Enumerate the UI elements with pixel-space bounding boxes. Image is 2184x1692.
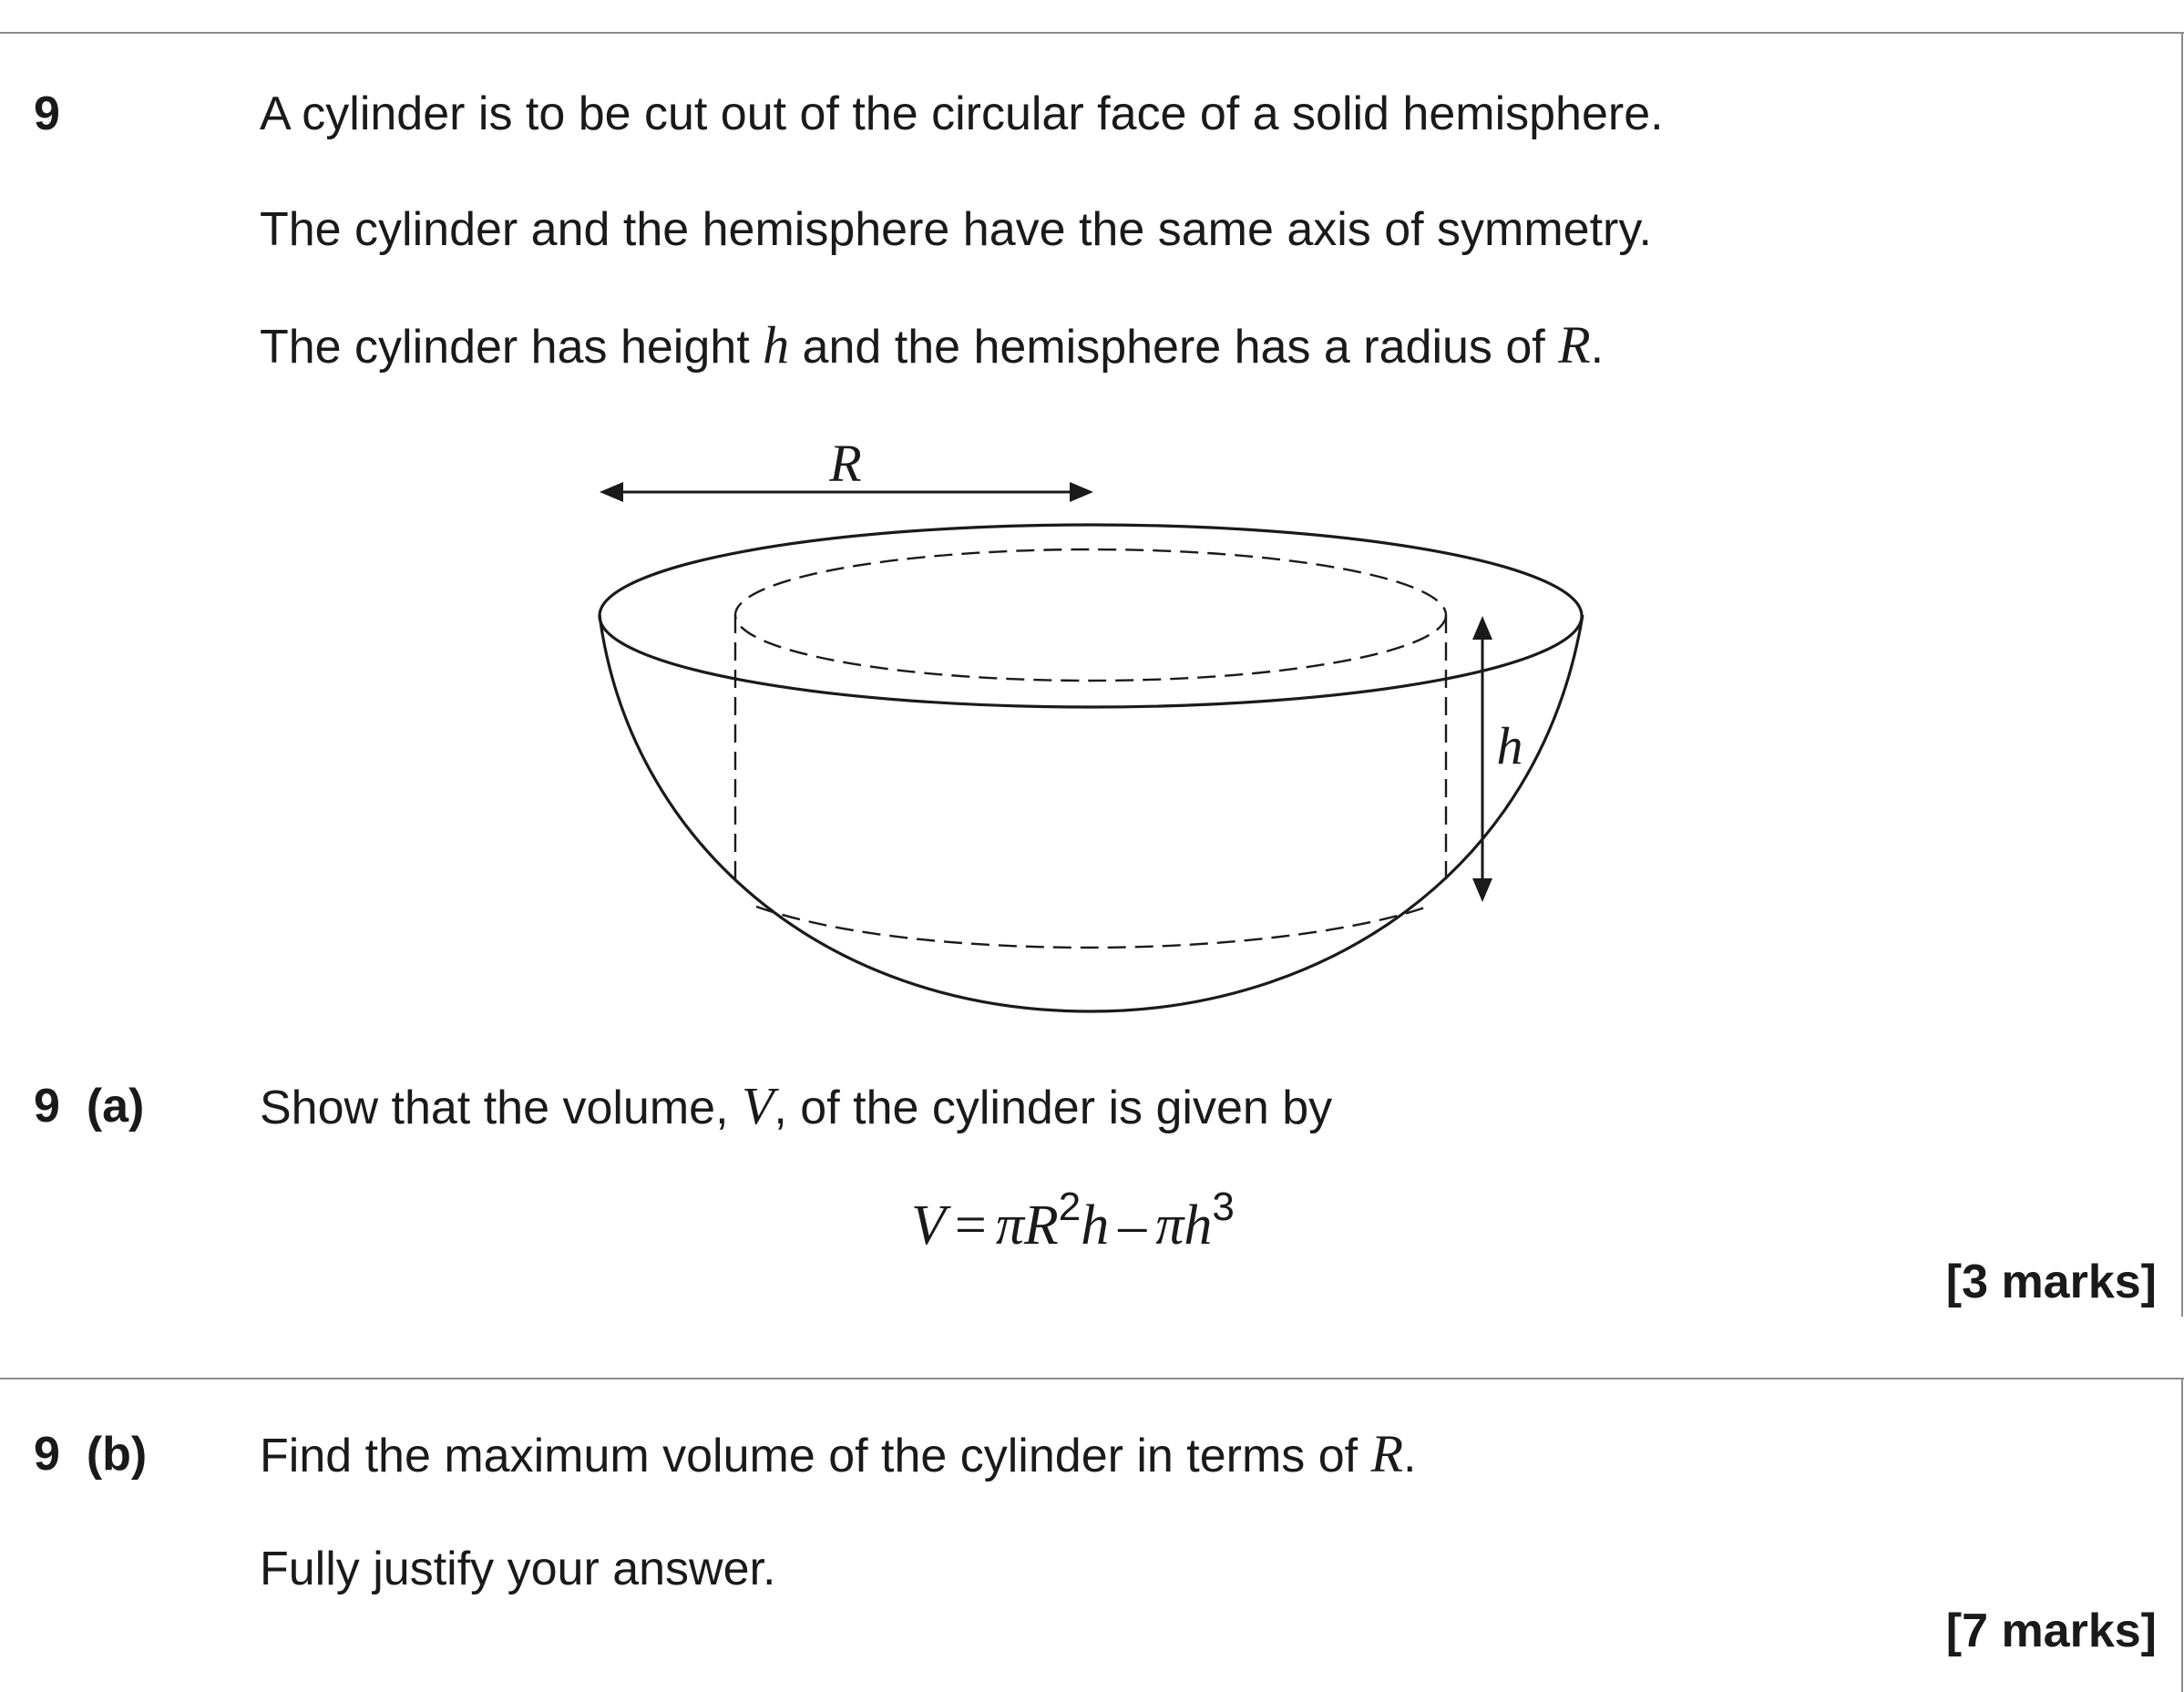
formula-V: V: [911, 1195, 946, 1256]
variable-R-b: R: [1370, 1424, 1403, 1483]
part-a-label: 9 (a): [34, 1080, 145, 1133]
formula-exp2: 3: [1212, 1184, 1235, 1229]
part-b-text-part2: .: [1403, 1430, 1417, 1482]
question-line-1: A cylinder is to be cut out of the circular face of a solid hemisphere.: [260, 87, 1664, 140]
hemisphere-bowl: [600, 615, 1583, 1011]
part-b-label: 9 (b): [34, 1428, 148, 1481]
part-b-line-2: Fully justify your answer.: [260, 1543, 776, 1595]
cylinder-top: [735, 549, 1446, 681]
variable-V: V: [741, 1076, 774, 1135]
height-arrow-head-top: [1472, 616, 1492, 640]
variable-h: h: [763, 315, 790, 374]
part-a-marks: [3 marks]: [1945, 1256, 2157, 1308]
question-number: 9: [34, 87, 60, 140]
part-b-text: [260, 1424, 1417, 1483]
formula-term1b: h: [1081, 1195, 1110, 1256]
part-a-text-part1: Show that the volume,: [260, 1082, 742, 1134]
part-a-text: [260, 1076, 1333, 1135]
formula-equals: =: [954, 1195, 987, 1256]
height-arrow-head-bottom: [1472, 878, 1492, 902]
formula-minus: –: [1118, 1195, 1147, 1256]
label-h: h: [1496, 716, 1523, 775]
volume-formula: [911, 1184, 1235, 1257]
part-b-text-part1: Find the maximum volume of the cylinder in terms of: [260, 1430, 1371, 1482]
question-line-3-part2: and the hemisphere has a radius of: [789, 321, 1559, 374]
radius-arrow-head-left: [600, 482, 623, 502]
part-a-text-part2: , of the cylinder is given by: [774, 1082, 1333, 1134]
question-line-3-part1: The cylinder has height: [260, 321, 764, 374]
formula-exp1: 2: [1058, 1184, 1082, 1229]
part-b-marks: [7 marks]: [1945, 1605, 2157, 1657]
variable-R: R: [1558, 315, 1591, 374]
formula-term1: πR: [995, 1195, 1059, 1256]
radius-arrow-head-right: [1070, 482, 1093, 502]
label-R: R: [829, 434, 862, 493]
cylinder-bottom: [756, 907, 1428, 948]
question-line-3-part3: .: [1590, 321, 1605, 374]
formula-term2: πh: [1155, 1195, 1213, 1256]
question-line-2: The cylinder and the hemisphere have the same axis of symmetry.: [260, 203, 1652, 256]
